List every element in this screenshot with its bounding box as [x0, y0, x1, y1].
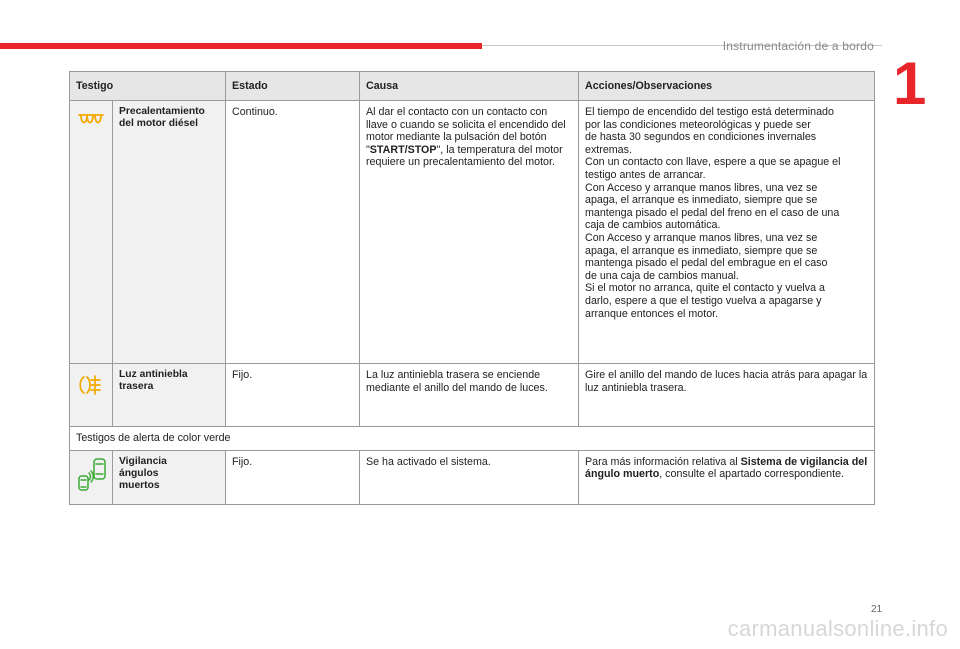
fog-light-actions: Gire el anillo del mando de luces hacia atrás para apagar la luz antiniebla trasera.	[579, 364, 875, 427]
preheating-coil-icon	[76, 111, 106, 127]
blind-spot-actions-text-end: , consulte el apartado correspondiente.	[659, 468, 844, 481]
preheating-action-line: darlo, espere a que el testigo vuelva a apagarse y	[585, 294, 822, 307]
preheating-action-line: arranque entonces el motor.	[585, 307, 719, 320]
preheating-action-line: apaga, el arranque es inmediato, siempre que se	[585, 194, 818, 207]
preheating-cause-text-end: ", la temperatura del motor requiere un precalentamiento del motor.	[366, 143, 563, 169]
blind-spot-actions-text: Para más información relativa al	[585, 455, 741, 468]
section-row	[70, 427, 875, 451]
preheating-action-line: mantenga pisado el pedal del embrague en el caso	[585, 257, 828, 270]
watermark: carmanualsonline.info	[727, 616, 948, 641]
column-header-testigo: Testigo	[70, 72, 226, 101]
preheating-action-line: testigo antes de arrancar.	[585, 168, 706, 181]
preheating-name-cell	[113, 101, 226, 364]
preheating-name-line2: del motor diésel	[119, 118, 198, 130]
preheating-action-line: por las condiciones meteorológicas y puede ser	[585, 118, 811, 131]
blind-spot-monitoring-icon	[76, 456, 106, 492]
chapter-number: 1	[893, 50, 927, 117]
green-warning-section-title: Testigos de alerta de color verde	[70, 427, 875, 451]
table-row	[70, 364, 875, 427]
preheating-action-line: mantenga pisado el pedal del freno en el caso de una	[585, 206, 840, 219]
fog-light-icon-cell	[70, 364, 113, 427]
column-header-estado: Estado	[226, 72, 360, 101]
blind-spot-state: Fijo.	[226, 450, 360, 504]
preheating-action-line: Con Acceso y arranque manos libres, una vez se	[585, 181, 818, 194]
table-header-row	[70, 72, 875, 101]
fog-light-name-line1: Luz antiniebla	[119, 369, 188, 380]
blind-spot-actions	[579, 450, 875, 504]
preheating-action-line: caja de cambios automática.	[585, 219, 721, 232]
preheating-state: Continuo.	[226, 101, 360, 364]
blind-spot-icon-cell	[70, 450, 113, 504]
section-header-title: Instrumentación de a bordo	[722, 39, 874, 53]
table-row	[70, 101, 875, 364]
fog-light-state: Fijo.	[226, 364, 360, 427]
fog-light-name-line2: trasera	[119, 381, 154, 393]
preheating-action-line: El tiempo de encendido del testigo está determinado	[585, 106, 834, 118]
preheating-action-line: Con Acceso y arranque manos libres, una vez se	[585, 231, 818, 244]
blind-spot-name-line3: muertos	[119, 480, 160, 492]
preheating-action-line: de hasta 30 segundos en condiciones invernales	[585, 131, 817, 144]
fog-light-name-cell	[113, 364, 226, 427]
preheating-action-line: apaga, el arranque es inmediato, siempre que se	[585, 244, 818, 257]
blind-spot-cause: Se ha activado el sistema.	[360, 450, 579, 504]
start-stop-label: START/STOP	[369, 143, 437, 156]
column-header-acciones: Acciones/Observaciones	[579, 72, 875, 101]
preheating-action-line: de una caja de cambios manual.	[585, 269, 739, 282]
column-header-causa: Causa	[360, 72, 579, 101]
blind-spot-system-link: Sistema de vigilancia del ángulo muerto	[585, 455, 868, 481]
blind-spot-name-line1: Vigilancia	[119, 455, 167, 467]
preheating-name-line1: Precalentamiento	[119, 106, 205, 117]
preheating-cause-text: Al dar el contacto con un contacto con llave o cuando se solicita el encendido del motor mediante la pulsación del botón "	[366, 106, 566, 156]
preheating-action-line: Si el motor no arranca, quite el contacto y vuelva a	[585, 282, 826, 295]
warning-lights-table	[69, 71, 875, 505]
blind-spot-name-line2: ángulos	[119, 468, 159, 479]
header-red-bar	[0, 43, 482, 49]
preheating-icon-cell	[70, 101, 113, 364]
preheating-action-line: Con un contacto con llave, espere a que se apague el	[585, 156, 841, 169]
preheating-actions	[579, 101, 875, 364]
blind-spot-name-cell	[113, 450, 226, 504]
preheating-action-line: extremas.	[585, 143, 632, 156]
preheating-cause	[360, 101, 579, 364]
rear-fog-light-icon	[76, 374, 106, 396]
table-row	[70, 450, 875, 504]
page-number: 21	[871, 604, 883, 615]
fog-light-cause: La luz antiniebla trasera se enciende mediante el anillo del mando de luces.	[360, 364, 579, 427]
